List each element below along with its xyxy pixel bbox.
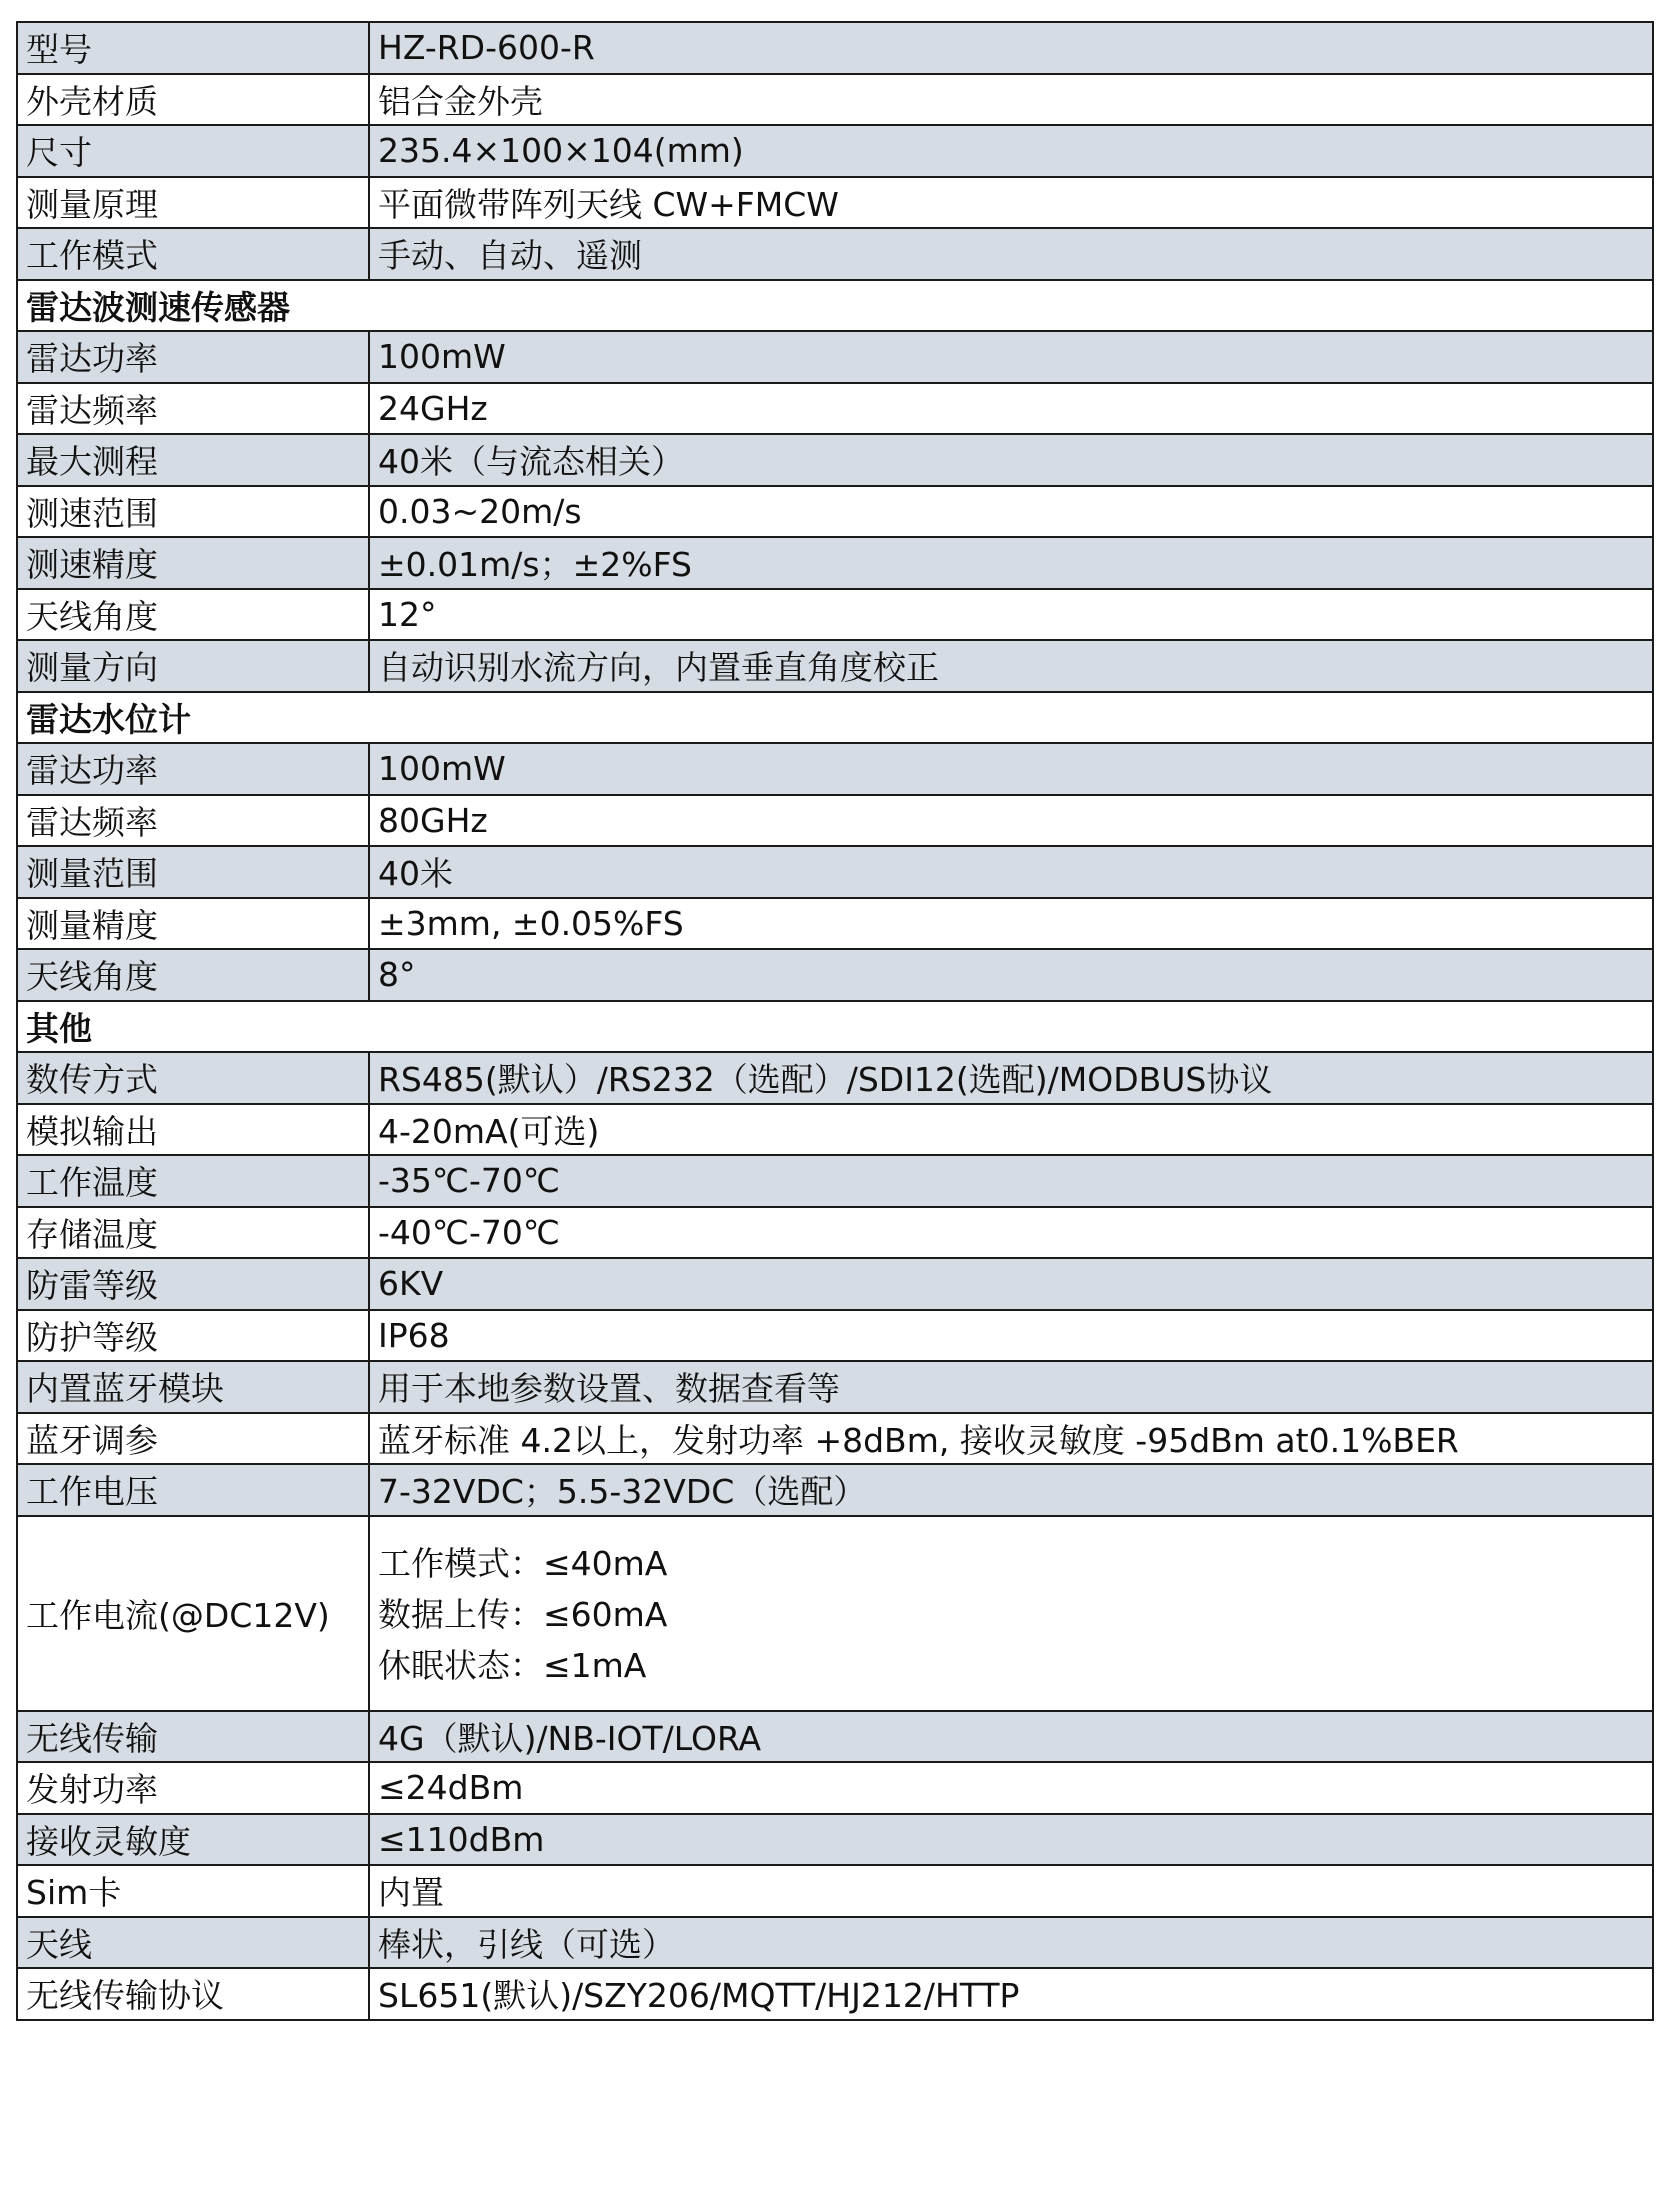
spec-value: ≤110dBm bbox=[369, 1814, 1653, 1866]
spec-row bbox=[17, 1516, 1653, 1711]
spec-row bbox=[17, 434, 1653, 486]
spec-label: 内置蓝牙模块 bbox=[17, 1361, 369, 1413]
spec-label: 天线角度 bbox=[17, 949, 369, 1001]
spec-label: 发射功率 bbox=[17, 1762, 369, 1814]
spec-label: 最大测程 bbox=[17, 434, 369, 486]
spec-value: 6KV bbox=[369, 1258, 1653, 1310]
spec-row bbox=[17, 331, 1653, 383]
spec-value: 40米（与流态相关） bbox=[369, 434, 1653, 486]
section-title: 雷达水位计 bbox=[17, 692, 1653, 744]
spec-value: -35℃-70℃ bbox=[369, 1155, 1653, 1207]
spec-label: 外壳材质 bbox=[17, 74, 369, 126]
spec-value: ≤24dBm bbox=[369, 1762, 1653, 1814]
spec-row bbox=[17, 125, 1653, 177]
spec-value: RS485(默认）/RS232（选配）/SDI12(选配)/MODBUS协议 bbox=[369, 1052, 1653, 1104]
spec-label: 天线角度 bbox=[17, 589, 369, 641]
section-header-row bbox=[17, 692, 1653, 744]
section-header-row bbox=[17, 1001, 1653, 1053]
spec-value: -40℃-70℃ bbox=[369, 1207, 1653, 1259]
spec-label: 工作温度 bbox=[17, 1155, 369, 1207]
spec-label: 数传方式 bbox=[17, 1052, 369, 1104]
spec-label: 测量原理 bbox=[17, 177, 369, 229]
spec-label: 型号 bbox=[17, 22, 369, 74]
spec-label: 接收灵敏度 bbox=[17, 1814, 369, 1866]
spec-label: 防护等级 bbox=[17, 1310, 369, 1362]
spec-value: ±0.01m/s；±2%FS bbox=[369, 537, 1653, 589]
spec-label: 测量范围 bbox=[17, 846, 369, 898]
spec-value: 8° bbox=[369, 949, 1653, 1001]
spec-value: 手动、自动、遥测 bbox=[369, 228, 1653, 280]
section-header-row bbox=[17, 280, 1653, 332]
spec-row bbox=[17, 1917, 1653, 1969]
spec-label: 存储温度 bbox=[17, 1207, 369, 1259]
spec-value: 100mW bbox=[369, 743, 1653, 795]
spec-label: 无线传输 bbox=[17, 1711, 369, 1763]
spec-label: 无线传输协议 bbox=[17, 1968, 369, 2020]
spec-value: 7-32VDC；5.5-32VDC（选配） bbox=[369, 1464, 1653, 1516]
spec-value: 4G（默认)/NB-IOT/LORA bbox=[369, 1711, 1653, 1763]
section-title: 雷达波测速传感器 bbox=[17, 280, 1653, 332]
spec-value: 80GHz bbox=[369, 795, 1653, 847]
spec-row bbox=[17, 22, 1653, 74]
spec-row bbox=[17, 1258, 1653, 1310]
spec-row bbox=[17, 383, 1653, 435]
spec-label: Sim卡 bbox=[17, 1865, 369, 1917]
spec-row bbox=[17, 486, 1653, 538]
spec-label: 测量方向 bbox=[17, 640, 369, 692]
spec-row bbox=[17, 1052, 1653, 1104]
spec-value: 12° bbox=[369, 589, 1653, 641]
spec-label: 蓝牙调参 bbox=[17, 1413, 369, 1465]
spec-row bbox=[17, 1865, 1653, 1917]
spec-value: 铝合金外壳 bbox=[369, 74, 1653, 126]
spec-value: 棒状，引线（可选） bbox=[369, 1917, 1653, 1969]
spec-row bbox=[17, 846, 1653, 898]
spec-value: 24GHz bbox=[369, 383, 1653, 435]
spec-row bbox=[17, 1762, 1653, 1814]
spec-value: 40米 bbox=[369, 846, 1653, 898]
spec-row bbox=[17, 1814, 1653, 1866]
spec-value: HZ-RD-600-R bbox=[369, 22, 1653, 74]
spec-row bbox=[17, 898, 1653, 950]
spec-value: IP68 bbox=[369, 1310, 1653, 1362]
spec-row bbox=[17, 1361, 1653, 1413]
spec-label: 工作电流(@DC12V) bbox=[17, 1516, 369, 1711]
spec-row bbox=[17, 1155, 1653, 1207]
spec-row bbox=[17, 640, 1653, 692]
spec-value: 平面微带阵列天线 CW+FMCW bbox=[369, 177, 1653, 229]
spec-label: 防雷等级 bbox=[17, 1258, 369, 1310]
spec-row bbox=[17, 1104, 1653, 1156]
spec-table bbox=[16, 21, 1654, 2021]
section-title: 其他 bbox=[17, 1001, 1653, 1053]
spec-row bbox=[17, 795, 1653, 847]
spec-value: 工作模式：≤40mA 数据上传：≤60mA 休眠状态：≤1mA bbox=[369, 1516, 1653, 1711]
spec-row bbox=[17, 589, 1653, 641]
spec-value: ±3mm, ±0.05%FS bbox=[369, 898, 1653, 950]
spec-label: 工作电压 bbox=[17, 1464, 369, 1516]
spec-value: 内置 bbox=[369, 1865, 1653, 1917]
spec-label: 雷达功率 bbox=[17, 743, 369, 795]
spec-value: SL651(默认)/SZY206/MQTT/HJ212/HTTP bbox=[369, 1968, 1653, 2020]
spec-row bbox=[17, 1711, 1653, 1763]
spec-label: 雷达功率 bbox=[17, 331, 369, 383]
spec-label: 测速精度 bbox=[17, 537, 369, 589]
spec-value: 自动识别水流方向，内置垂直角度校正 bbox=[369, 640, 1653, 692]
spec-label: 模拟输出 bbox=[17, 1104, 369, 1156]
spec-label: 雷达频率 bbox=[17, 383, 369, 435]
spec-row bbox=[17, 177, 1653, 229]
spec-row bbox=[17, 1207, 1653, 1259]
spec-label: 天线 bbox=[17, 1917, 369, 1969]
spec-row bbox=[17, 74, 1653, 126]
spec-row bbox=[17, 1464, 1653, 1516]
spec-label: 尺寸 bbox=[17, 125, 369, 177]
spec-value: 蓝牙标准 4.2以上，发射功率 +8dBm, 接收灵敏度 -95dBm at0.1%BER bbox=[369, 1413, 1653, 1465]
spec-row bbox=[17, 228, 1653, 280]
spec-value: 用于本地参数设置、数据查看等 bbox=[369, 1361, 1653, 1413]
spec-row bbox=[17, 949, 1653, 1001]
spec-label: 测量精度 bbox=[17, 898, 369, 950]
spec-row bbox=[17, 537, 1653, 589]
spec-label: 雷达频率 bbox=[17, 795, 369, 847]
spec-table-body bbox=[17, 22, 1653, 2020]
spec-row bbox=[17, 1413, 1653, 1465]
spec-value: 4-20mA(可选) bbox=[369, 1104, 1653, 1156]
spec-label: 工作模式 bbox=[17, 228, 369, 280]
spec-label: 测速范围 bbox=[17, 486, 369, 538]
spec-row bbox=[17, 743, 1653, 795]
spec-row bbox=[17, 1310, 1653, 1362]
spec-value: 235.4×100×104(mm) bbox=[369, 125, 1653, 177]
spec-row bbox=[17, 1968, 1653, 2020]
spec-value: 0.03~20m/s bbox=[369, 486, 1653, 538]
spec-value: 100mW bbox=[369, 331, 1653, 383]
